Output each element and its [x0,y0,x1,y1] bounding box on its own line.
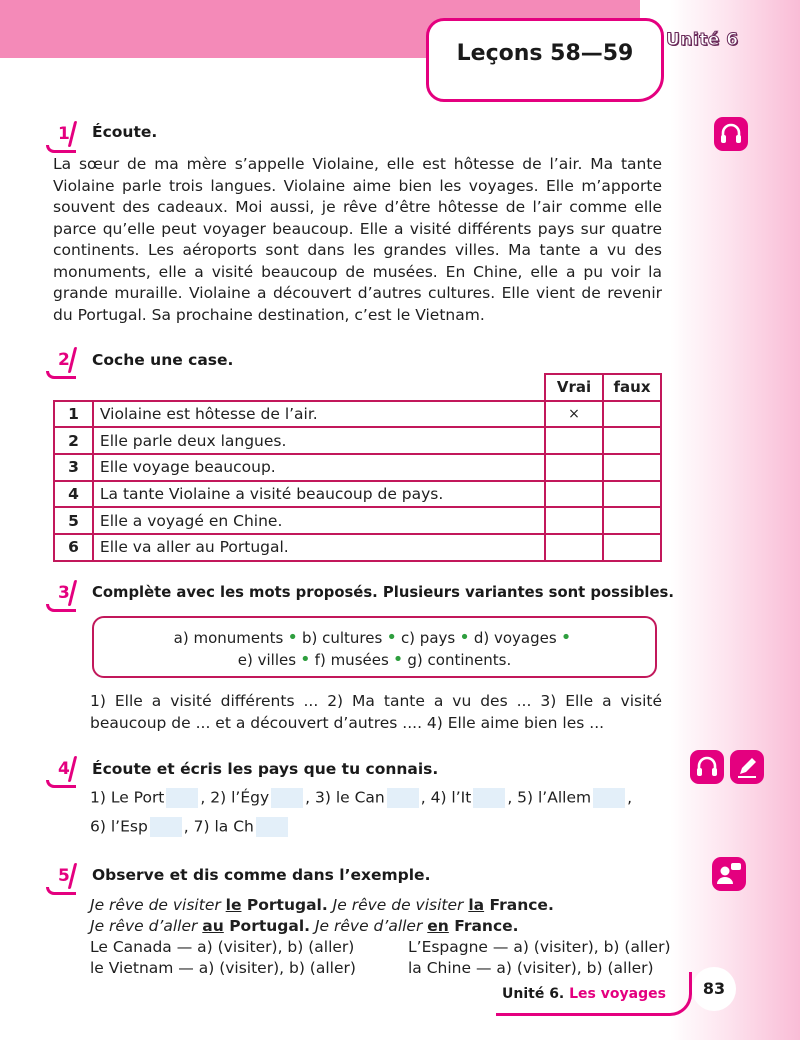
headphones-icon [714,117,748,151]
answer-blank[interactable] [387,788,419,808]
exercise-number-4: 4 [46,756,82,786]
word-bank-line-2: e) villes • f) musées • g) continents. [237,649,512,670]
exercise-number-5: 5 [46,863,82,893]
page-number: 83 [692,967,736,1011]
pencil-icon [730,750,764,784]
checkbox-vrai[interactable] [545,454,603,481]
prompt-left-2: le Vietnam — a) (visiter), b) (aller) [90,959,356,977]
example-line-2: Je rêve d’aller au Portugal. Je rêve d’aller en France. [90,917,519,935]
speaking-person-icon [712,857,746,891]
table-row: 2 Elle parle deux langues. [54,427,661,454]
word-bank [92,616,657,678]
answer-blank[interactable] [166,788,198,808]
prompt-right-1: L’Espagne — a) (visiter), b) (aller) [408,938,671,956]
checkbox-vrai[interactable] [545,427,603,454]
answer-blank[interactable] [593,788,625,808]
exercise-number-1: 1 [46,121,82,151]
table-row: 6 Elle va aller au Portugal. [54,534,661,561]
checkbox-faux[interactable] [603,534,661,561]
exercise-4-title: Écoute et écris les pays que tu connais. [92,760,439,778]
table-header-row [54,374,661,401]
exercise-1-text: La sœur de ma mère s’appelle Violaine, elle est hôtesse de l’air. Ma tante Violaine parle trois langues. Violaine aime bien les voyages. Elle m’apporte souvent des cadeaux. Moi aussi, je rêve d’être hôtesse de l’air comme elle parce qu’elle peut voyager beaucoup. Elle a visité différents pays sur quatre continents. Les aéroports sont dans les grandes villes. Ma tante a vu des monuments, elle a visité beaucoup de musées. En Chine, elle a pu voir la grande muraille. Violaine a découvert d’autres cultures. Elle vient de revenir du Portugal. Sa prochaine destination, c’est le Vietnam. [53,155,662,324]
exercise-1-title: Écoute. [92,123,158,141]
checkbox-vrai[interactable] [545,481,603,508]
headphones-icon [690,750,724,784]
word-bank-line-1: a) monuments • b) cultures • c) pays • d) voyages • [173,627,572,648]
table-row: 1 Violaine est hôtesse de l’air. × [54,401,661,428]
exercise-3-title: Complète avec les mots proposés. Plusieurs variantes sont possibles. [92,584,674,601]
exercise-4-line-2: 6) l’Esp , 7) la Ch [90,817,290,837]
true-false-table [53,373,662,562]
answer-blank[interactable] [473,788,505,808]
table-row: 3 Elle voyage beaucoup. [54,454,661,481]
answer-blank[interactable] [256,817,288,837]
exercise-3-sentences: 1) Elle a visité différents ... 2) Ma tante a vu des ... 3) Elle a visité beaucoup de ... et a découvert d’autres .... 4) Elle aime bien les ... [90,692,662,732]
example-line-1: Je rêve de visiter le Portugal. Je rêve de visiter la France. [90,896,554,914]
table-row: 4 La tante Violaine a visité beaucoup de pays. [54,481,661,508]
footer-label: Unité 6. Les voyages [502,986,666,1002]
prompt-left-1: Le Canada — a) (visiter), b) (aller) [90,938,355,956]
answer-blank[interactable] [271,788,303,808]
column-header-faux: faux [603,374,661,401]
checkbox-faux[interactable] [603,454,661,481]
checkbox-faux[interactable] [603,401,661,428]
exercise-5-title: Observe et dis comme dans l’exemple. [92,866,431,884]
exercise-number-2: 2 [46,347,82,377]
checkbox-faux[interactable] [603,507,661,534]
page-title: Leçons 58—59 [456,41,634,66]
exercise-4-line-1: 1) Le Port , 2) l’Égy , 3) le Can , 4) l’It , 5) l’Allem , [90,788,633,807]
checkbox-vrai[interactable] [545,507,603,534]
column-header-vrai: Vrai [545,374,603,401]
unit-badge: Unité 6 [666,30,739,50]
exercise-2-title: Coche une case. [92,351,234,369]
checkbox-faux[interactable] [603,427,661,454]
checkbox-faux[interactable] [603,481,661,508]
checkbox-vrai[interactable]: × [545,401,603,428]
checkbox-vrai[interactable] [545,534,603,561]
answer-blank[interactable] [150,817,182,837]
prompt-right-2: la Chine — a) (visiter), b) (aller) [408,959,654,977]
exercise-number-3: 3 [46,580,82,610]
table-row: 5 Elle a voyagé en Chine. [54,507,661,534]
